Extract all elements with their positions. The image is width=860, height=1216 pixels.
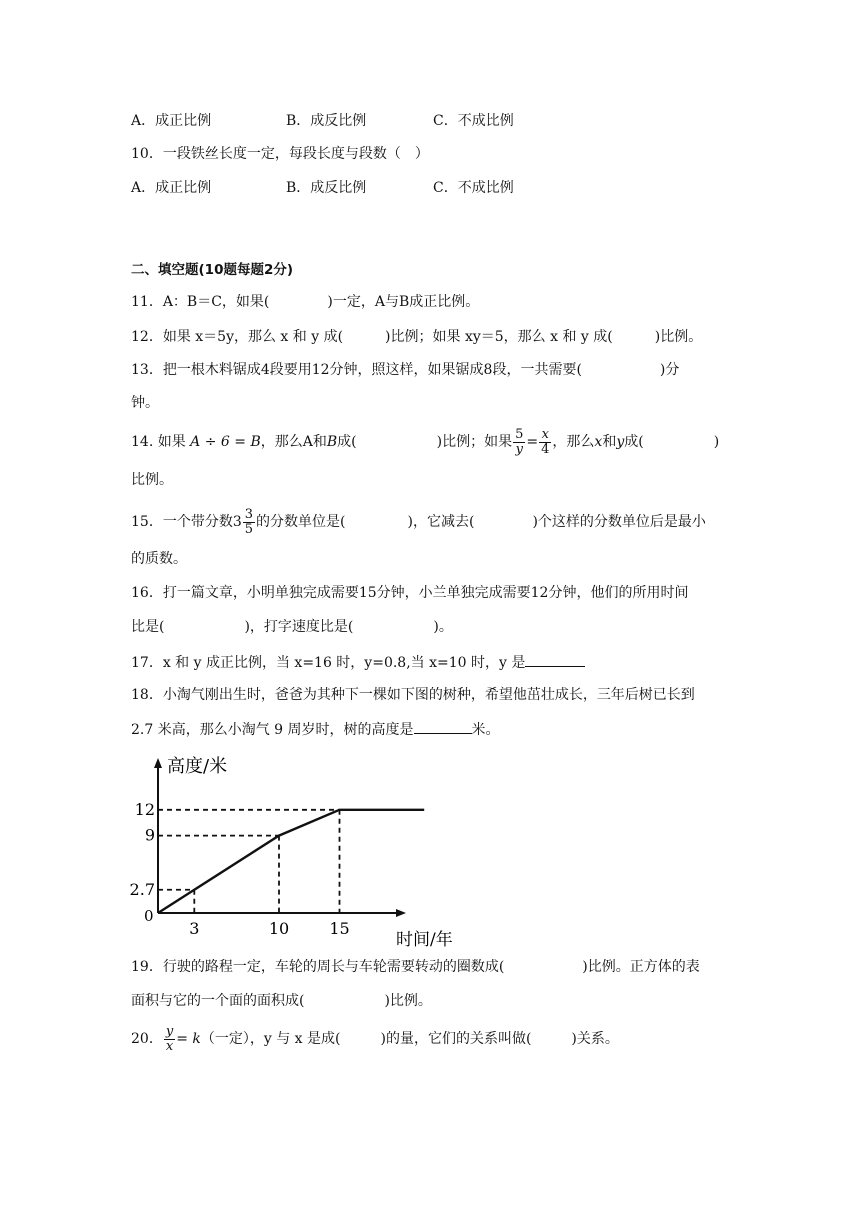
q17 bbox=[131, 652, 585, 673]
q20-text-a: 20． bbox=[131, 1031, 163, 1047]
tree-growth-chart bbox=[129, 752, 470, 952]
q13-cont: 钟。 bbox=[131, 395, 159, 411]
q19-text-c: 面积与它的一个面的面积成( bbox=[131, 993, 305, 1009]
q15-text-a: 15．一个带分数 bbox=[131, 514, 233, 530]
q14-text-e: ，那么 bbox=[552, 434, 595, 450]
q16-text-b: 比是( bbox=[131, 619, 165, 635]
q18-line-2 bbox=[131, 719, 500, 740]
q16-text-c: )，打字速度比是( bbox=[244, 619, 354, 635]
q17-blank[interactable] bbox=[525, 652, 585, 667]
q19-line-2 bbox=[131, 991, 432, 1011]
q14-frac1-den: y bbox=[515, 441, 523, 457]
q14-text-g: 成( bbox=[624, 434, 644, 450]
chart-guides bbox=[158, 810, 340, 913]
q14-text-d: )比例；如果 bbox=[436, 434, 513, 450]
q15-text-c: )，它减去( bbox=[407, 514, 475, 530]
q15 bbox=[131, 505, 706, 539]
q20-text-c: )的量，它们的关系叫做( bbox=[380, 1031, 532, 1047]
q15-frac-den: 5 bbox=[244, 521, 254, 537]
q12-text-b: )比例；如果 xy＝5，那么 x 和 y 成( bbox=[385, 329, 613, 345]
q10-option-b[interactable]: B．成反比例 bbox=[286, 180, 367, 196]
q14-expr: A ÷ 6 = B bbox=[190, 434, 261, 450]
section-title: 二、填空题(10题每题2分) bbox=[131, 262, 294, 278]
q15-text-d: )个这样的分数单位后是最小 bbox=[532, 514, 706, 530]
q20-frac-den: x bbox=[165, 1038, 174, 1054]
x-tick-label: 15 bbox=[329, 919, 350, 938]
q10-options bbox=[131, 178, 514, 198]
q16-line-2 bbox=[131, 617, 453, 637]
chart-labels bbox=[130, 756, 453, 950]
q14-var-y: y bbox=[616, 434, 625, 450]
q14-text-c: 成( bbox=[337, 434, 357, 450]
q9-option-b[interactable]: B．成反比例 bbox=[286, 113, 367, 129]
q19-text-b: )比例。正方体的表 bbox=[582, 959, 700, 975]
q11-text-a: 11．A：B＝C，如果( bbox=[131, 294, 270, 310]
q20-fraction bbox=[164, 1025, 175, 1054]
q14-frac2-den: 4 bbox=[541, 441, 550, 457]
chart-line bbox=[158, 810, 424, 913]
q15-mixed-whole: 3 bbox=[232, 514, 242, 530]
q19-text-a: 19．行驶的路程一定，车轮的周长与车轮需要转动的圈数成( bbox=[131, 959, 505, 975]
q20-text-b: （一定），y 与 x 是成( bbox=[200, 1031, 341, 1047]
q20 bbox=[131, 1022, 619, 1056]
q18-text-b: 2.7 米高，那么小淘气 9 周岁时，树的高度是 bbox=[131, 722, 414, 738]
q20-text-d: )关系。 bbox=[571, 1031, 619, 1047]
q9-options bbox=[131, 111, 514, 131]
x-tick-label: 3 bbox=[189, 919, 200, 938]
q18-text-c: 米。 bbox=[471, 722, 500, 738]
q14-text-h: ) bbox=[713, 434, 720, 450]
q19-text-d: )比例。 bbox=[384, 993, 432, 1009]
q14-cont: 比例。 bbox=[131, 472, 173, 488]
y-tick-label: 12 bbox=[134, 799, 155, 819]
x-tick-label: 10 bbox=[268, 919, 290, 938]
q10-text: 10．一段铁丝长度一定，每段长度与段数（ ） bbox=[131, 146, 429, 162]
y-axis-title: 高度/米 bbox=[167, 756, 228, 777]
q15-frac-num: 3 bbox=[244, 506, 254, 522]
q10-option-c[interactable]: C．不成比例 bbox=[433, 180, 514, 196]
q16-text-d: )。 bbox=[433, 619, 453, 635]
y-tick-label: 9 bbox=[144, 825, 155, 845]
q12-text-a: 12．如果 x＝5y，那么 x 和 y 成( bbox=[131, 329, 344, 345]
q20-eqk: = k bbox=[176, 1031, 201, 1047]
q14-text-a: 14. 如果 bbox=[131, 434, 186, 450]
y-axis-arrow bbox=[154, 758, 162, 768]
q20-frac-num: y bbox=[165, 1023, 174, 1039]
q9-option-a[interactable]: A．成正比例 bbox=[131, 113, 212, 129]
q15-fraction bbox=[243, 508, 255, 537]
q13-text-b: )分 bbox=[659, 362, 680, 378]
q15-cont: 的质数。 bbox=[131, 551, 187, 567]
y-tick-label: 2.7 bbox=[129, 879, 155, 899]
q14-text-b: ，那么A和 bbox=[260, 434, 327, 450]
q18-line-1: 18．小淘气刚出生时，爸爸为其种下一棵如下图的树种，希望他茁壮成长，三年后树已长到 bbox=[131, 687, 695, 703]
growth-series-line bbox=[158, 810, 424, 913]
q14-frac1-num: 5 bbox=[515, 426, 524, 442]
q15-text-b: 的分数单位是( bbox=[256, 514, 346, 530]
x-axis-arrow bbox=[396, 909, 406, 917]
q17-text: 17．x 和 y 成正比例，当 x=16 时，y=0.8,当 x=10 时，y 是 bbox=[131, 655, 526, 671]
q19-line-1 bbox=[131, 957, 700, 977]
q14-var-b: B bbox=[326, 434, 338, 450]
chart-axes bbox=[154, 758, 406, 917]
q9-option-c[interactable]: C．不成比例 bbox=[433, 113, 514, 129]
q13 bbox=[131, 360, 679, 380]
q14 bbox=[131, 425, 719, 459]
q14-fraction-2 bbox=[539, 428, 551, 457]
q18-blank[interactable] bbox=[414, 719, 472, 734]
x-tick-label: 0 bbox=[144, 907, 154, 925]
q16-line-1: 16．打一篇文章，小明单独完成需要15分钟，小兰单独完成需要12分钟，他们的所用时间 bbox=[131, 585, 689, 601]
q10-option-a[interactable]: A．成正比例 bbox=[131, 180, 212, 196]
q13-text-a: 13．把一根木料锯成4段要用12分钟，照这样，如果锯成8段，一共需要( bbox=[131, 362, 582, 378]
q14-fraction-1 bbox=[513, 428, 525, 457]
q14-var-x: x bbox=[594, 434, 603, 450]
q11 bbox=[131, 292, 479, 312]
x-axis-title: 时间/年 bbox=[396, 930, 453, 950]
q12-text-c: )比例。 bbox=[654, 329, 703, 345]
q12 bbox=[131, 327, 702, 347]
q14-frac2-num: x bbox=[539, 428, 551, 443]
q14-text-f: 和 bbox=[602, 434, 617, 450]
q11-text-b: )一定，A与B成正比例。 bbox=[327, 294, 480, 310]
q14-eq: = bbox=[526, 434, 539, 450]
